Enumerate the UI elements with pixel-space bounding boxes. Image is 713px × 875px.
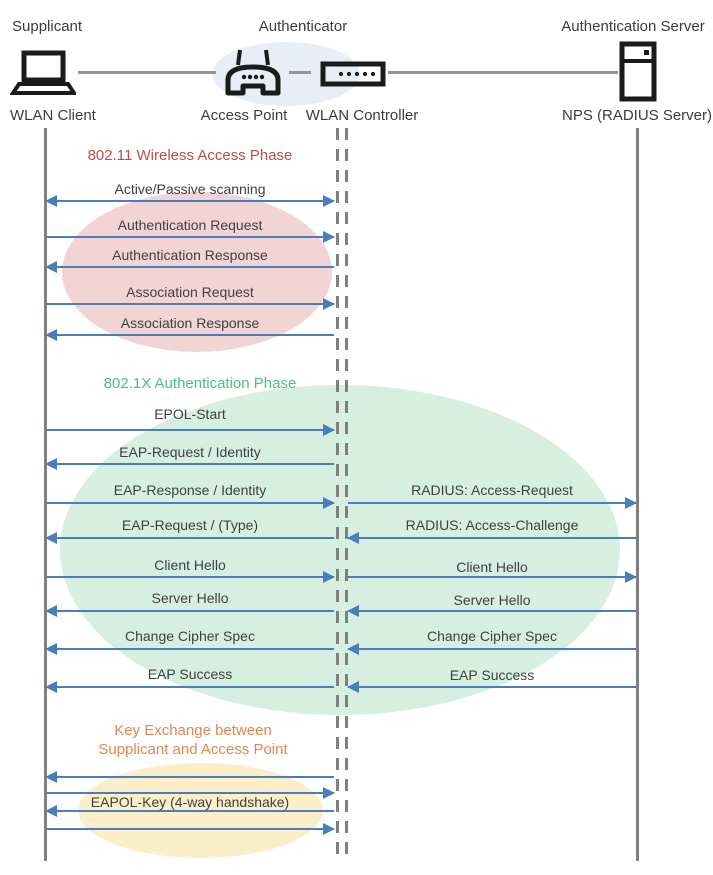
message-label: EPOL-Start <box>154 406 226 422</box>
server-icon <box>619 41 657 102</box>
arrow-right-icon <box>46 828 334 830</box>
message-label: Client Hello <box>154 557 226 573</box>
device-label-access-point: Access Point <box>200 107 288 124</box>
message-label: EAP Success <box>449 667 535 683</box>
access-point-icon <box>222 48 284 98</box>
arrow-left-icon <box>46 686 334 688</box>
laptop-icon <box>10 50 76 96</box>
connector-controller-to-server <box>388 71 618 74</box>
connector-ap-to-controller <box>289 71 311 74</box>
arrow-right-icon <box>46 303 334 305</box>
phase-title-key-exchange-line2: Supplicant and Access Point <box>98 741 288 758</box>
message-label: Authentication Request <box>117 217 263 233</box>
arrow-left-icon <box>46 334 334 336</box>
message-label: RADIUS: Access-Challenge <box>405 517 579 533</box>
message-label: Authentication Response <box>112 247 268 263</box>
role-label-authenticator: Authenticator <box>258 18 348 35</box>
message-label: Server Hello <box>453 592 531 608</box>
arrow-right-icon <box>46 576 334 578</box>
message-label: Change Cipher Spec <box>125 628 255 644</box>
arrow-left-icon <box>46 610 334 612</box>
role-label-authentication-server: Authentication Server <box>561 18 705 35</box>
arrow-left-icon <box>348 610 636 612</box>
phase-title-key-exchange <box>45 721 341 759</box>
phase-title-key-exchange-line1: Key Exchange between <box>114 722 272 739</box>
arrow-left-icon <box>348 686 636 688</box>
wlan-controller-icon <box>320 61 386 87</box>
message-label: EAP Success <box>147 666 233 682</box>
message-label: RADIUS: Access-Request <box>411 482 573 498</box>
message-label: Association Request <box>126 284 254 300</box>
arrow-right-icon <box>46 429 334 431</box>
message-label: Server Hello <box>151 590 229 606</box>
message-label: EAPOL-Key (4-way handshake) <box>90 794 290 810</box>
arrow-right-icon <box>348 576 636 578</box>
message-label: EAP-Request / Identity <box>119 444 261 460</box>
arrow-right-icon <box>348 502 636 504</box>
arrow-left-icon <box>46 648 334 650</box>
message-label: Client Hello <box>456 559 528 575</box>
arrow-left-icon <box>46 537 334 539</box>
device-label-wlan-client: WLAN Client <box>10 107 96 124</box>
arrow-left-icon <box>46 463 334 465</box>
role-label-supplicant: Supplicant <box>12 18 83 35</box>
phase-title-80211: 802.11 Wireless Access Phase <box>87 147 293 164</box>
message-label: Active/Passive scanning <box>114 181 266 197</box>
arrow-right-icon <box>46 236 334 238</box>
connector-client-to-ap <box>78 71 216 74</box>
phase-title-8021x: 802.1X Authentication Phase <box>103 375 297 392</box>
lifeline-radius-server <box>636 128 639 861</box>
message-label: Change Cipher Spec <box>427 628 557 644</box>
arrow-left-icon <box>46 266 334 268</box>
message-label: EAP-Request / (Type) <box>121 517 259 533</box>
arrow-both-icon <box>46 200 334 202</box>
device-label-nps-radius-server: NPS (RADIUS Server) <box>561 107 713 124</box>
arrow-left-icon <box>348 537 636 539</box>
arrow-right-icon <box>46 502 334 504</box>
device-label-wlan-controller: WLAN Controller <box>305 107 419 124</box>
message-label: EAP-Response / Identity <box>113 482 267 498</box>
arrow-left-icon <box>348 648 636 650</box>
arrow-left-icon <box>46 810 334 812</box>
arrow-left-icon <box>46 776 334 778</box>
message-label: Association Response <box>120 315 260 331</box>
